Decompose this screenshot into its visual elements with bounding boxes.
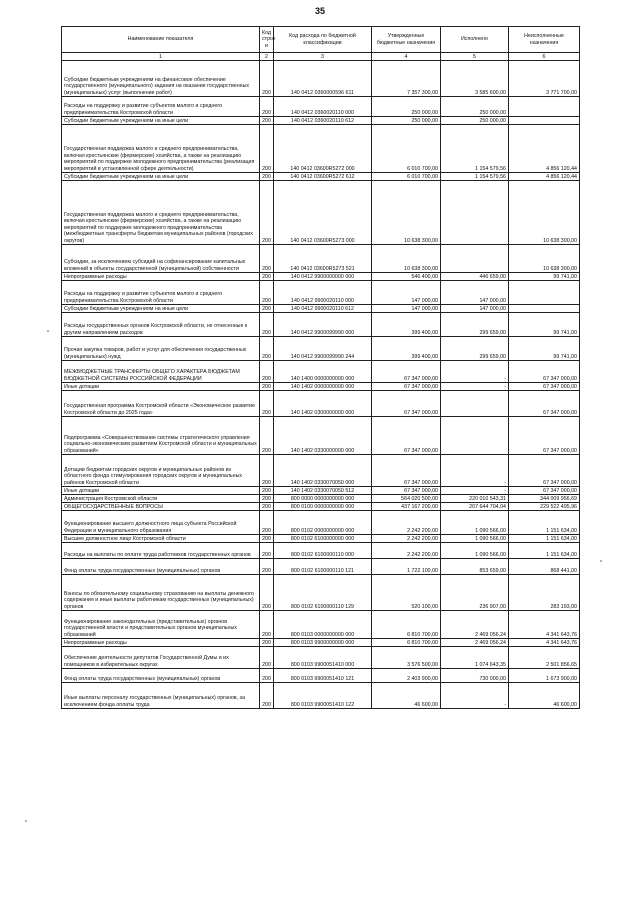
table-row [62, 647, 580, 669]
row-name: Субсидии, за исключением субсидий на софинансирование капитальных вложений в объекты государственной (муниципальной) собственности [62, 245, 260, 273]
row-name: Непрограммные расходы [62, 639, 260, 647]
column-number: 4 [372, 53, 441, 61]
row-executed: 236 907,00 [441, 575, 509, 611]
row-approved: 10 638 300,00 [372, 181, 441, 245]
row-approved: 2 242 200,00 [372, 535, 441, 543]
row-executed: 207 644 704,04 [441, 503, 509, 511]
row-executed: 299 659,00 [441, 313, 509, 337]
column-number-row [62, 53, 580, 61]
row-executed: - [441, 683, 509, 709]
row-approved: 250 000,00 [372, 117, 441, 125]
row-name: Иные дотации [62, 383, 260, 391]
row-expense-code: 140 0412 03600R5272 612 [274, 173, 372, 181]
scan-speck [25, 820, 27, 822]
row-executed [441, 417, 509, 455]
row-executed: 147 000,00 [441, 281, 509, 305]
table-row [62, 181, 580, 245]
row-executed: 1 090 566,00 [441, 535, 509, 543]
row-approved: 7 357 300,00 [372, 61, 441, 97]
row-name: Непрограммные расходы [62, 273, 260, 281]
column-number: 3 [274, 53, 372, 61]
row-name: Государственная поддержка малого и среднего предпринимательства, включая крестьянские (фермерские) хозяйства, а также на реализацию мероприятий по поддержке молодежного предпринимательства (реализация мероприятий в установленной сфере деятельности) [62, 125, 260, 173]
table-row [62, 575, 580, 611]
table-body [62, 61, 580, 709]
row-unexecuted: 344 009 956,69 [509, 495, 580, 503]
table-header-row [62, 27, 580, 53]
table-row [62, 125, 580, 173]
row-unexecuted: 67 347 000,00 [509, 383, 580, 391]
row-line-code: 200 [260, 173, 274, 181]
row-line-code: 200 [260, 535, 274, 543]
row-expense-code: 140 1402 0300000000 000 [274, 391, 372, 417]
row-unexecuted: 67 347 000,00 [509, 361, 580, 383]
table-row [62, 337, 580, 361]
header-unexecuted: Неисполненные назначения [509, 27, 580, 53]
row-name: Подпрограмма «Совершенствование системы стратегического управления социально-экономическим развитием Костромской области и муниципальных образований» [62, 417, 260, 455]
row-name: Субсидии бюджетным учреждениям на иные цели [62, 117, 260, 125]
row-unexecuted [509, 97, 580, 117]
budget-execution-table [61, 26, 580, 709]
row-name: ОБЩЕГОСУДАРСТВЕННЫЕ ВОПРОСЫ [62, 503, 260, 511]
row-approved: 520 100,00 [372, 575, 441, 611]
row-line-code: 200 [260, 125, 274, 173]
row-line-code: 200 [260, 575, 274, 611]
row-line-code: 200 [260, 455, 274, 487]
row-expense-code: 140 0412 0360020110 000 [274, 97, 372, 117]
table-row [62, 559, 580, 575]
row-line-code: 200 [260, 669, 274, 683]
table-row [62, 669, 580, 683]
column-number: 2 [260, 53, 274, 61]
table-row [62, 487, 580, 495]
table-row [62, 503, 580, 511]
row-unexecuted: 4 856 120,44 [509, 173, 580, 181]
row-line-code: 200 [260, 337, 274, 361]
row-name: Государственная поддержка малого и среднего предпринимательства, включая крестьянские (фермерские) хозяйства, а также на реализацию мероприятий по поддержке молодежного предпринимательства (межбюджетные трансферты бюджетам муниципальных районов (городских округов) [62, 181, 260, 245]
row-executed: 147 000,00 [441, 305, 509, 313]
table-row [62, 391, 580, 417]
row-unexecuted [509, 281, 580, 305]
row-expense-code: 140 1402 0330070050 512 [274, 487, 372, 495]
row-expense-code: 140 0412 0360020110 612 [274, 117, 372, 125]
row-executed: 2 469 056,24 [441, 611, 509, 639]
row-unexecuted: 67 347 000,00 [509, 487, 580, 495]
row-expense-code: 140 1402 0330070050 000 [274, 455, 372, 487]
table-row [62, 97, 580, 117]
row-name: Фонд оплаты труда государственных (муниципальных) органов [62, 559, 260, 575]
row-executed: - [441, 487, 509, 495]
row-name: Функционирование законодательных (представительных) органов государственной власти и представительных органов муниципальных образований [62, 611, 260, 639]
row-line-code: 200 [260, 245, 274, 273]
row-approved: 6 010 700,00 [372, 173, 441, 181]
row-name: Иные дотации [62, 487, 260, 495]
row-name: Функционирование высшего должностного лица субъекта Российской Федерации и муниципального образования [62, 511, 260, 535]
row-line-code: 200 [260, 639, 274, 647]
row-approved: 67 347 000,00 [372, 487, 441, 495]
page-number: 35 [314, 6, 325, 16]
row-expense-code: 140 0412 0360000596 611 [274, 61, 372, 97]
row-line-code: 200 [260, 383, 274, 391]
row-line-code: 200 [260, 559, 274, 575]
row-approved: 564 020 500,00 [372, 495, 441, 503]
column-number: 6 [509, 53, 580, 61]
row-unexecuted: 10 638 300,00 [509, 181, 580, 245]
row-approved: 67 347 000,00 [372, 361, 441, 383]
table-row [62, 117, 580, 125]
table-row [62, 361, 580, 383]
row-approved: 46 600,00 [372, 683, 441, 709]
row-expense-code: 800 0103 9900051410 122 [274, 683, 372, 709]
row-name: Администрация Костромской области [62, 495, 260, 503]
table-row [62, 455, 580, 487]
row-unexecuted: 46 600,00 [509, 683, 580, 709]
row-executed [441, 245, 509, 273]
row-name: Высшее должностное лицо Костромской области [62, 535, 260, 543]
row-expense-code: 800 0000 0000000000 000 [274, 495, 372, 503]
table-row [62, 543, 580, 559]
row-name: Расходы на поддержку и развитие субъектов малого и среднего предпринимательства Костромской области [62, 97, 260, 117]
table-row [62, 61, 580, 97]
row-name: Фонд оплаты труда государственных (муниципальных) органов [62, 669, 260, 683]
row-unexecuted [509, 305, 580, 313]
row-unexecuted: 3 771 700,00 [509, 61, 580, 97]
row-approved: 67 347 000,00 [372, 391, 441, 417]
row-line-code: 200 [260, 117, 274, 125]
row-approved: 67 347 000,00 [372, 417, 441, 455]
row-approved: 546 400,00 [372, 273, 441, 281]
row-name: Расходы государственных органов Костромской области, не отнесенные к другим направлениям расходов [62, 313, 260, 337]
row-name: Прочая закупка товаров, работ и услуг для обеспечения государственных (муниципальных) нужд [62, 337, 260, 361]
table-row [62, 683, 580, 709]
row-line-code: 200 [260, 305, 274, 313]
row-line-code: 200 [260, 61, 274, 97]
row-executed: 3 585 600,00 [441, 61, 509, 97]
row-name: МЕЖБЮДЖЕТНЫЕ ТРАНСФЕРТЫ ОБЩЕГО ХАРАКТЕРА БЮДЖЕТАМ БЮДЖЕТНОЙ СИСТЕМЫ РОССИЙСКОЙ ФЕДЕРАЦИИ [62, 361, 260, 383]
row-approved: 147 000,00 [372, 305, 441, 313]
table-row [62, 611, 580, 639]
row-executed: 1 090 566,00 [441, 511, 509, 535]
row-line-code: 200 [260, 97, 274, 117]
row-line-code: 200 [260, 181, 274, 245]
row-approved: 2 242 200,00 [372, 543, 441, 559]
row-name: Дотации бюджетам городских округов и муниципальных районов из областного фонда стимулирования городских округов и муниципальных районов Костромской области [62, 455, 260, 487]
row-unexecuted: 1 673 900,00 [509, 669, 580, 683]
table-row [62, 639, 580, 647]
row-expense-code: 140 1402 0330000000 000 [274, 417, 372, 455]
row-name: Взносы по обязательному социальному страхованию на выплаты денежного содержания и иные выплаты работникам государственных (муниципальных) органов [62, 575, 260, 611]
row-expense-code: 140 0412 9900099990 244 [274, 337, 372, 361]
row-approved: 2 242 200,00 [372, 511, 441, 535]
row-expense-code: 800 0103 9900051410 000 [274, 647, 372, 669]
row-unexecuted: 2 501 856,65 [509, 647, 580, 669]
scan-speck [47, 330, 49, 332]
row-executed [441, 391, 509, 417]
row-expense-code: 800 0102 6100000110 121 [274, 559, 372, 575]
row-expense-code: 140 0412 9900099990 000 [274, 313, 372, 337]
row-approved: 67 347 000,00 [372, 383, 441, 391]
row-unexecuted: 67 347 000,00 [509, 391, 580, 417]
table-row [62, 313, 580, 337]
scan-speck [600, 560, 602, 562]
row-executed: - [441, 455, 509, 487]
column-number: 1 [62, 53, 260, 61]
row-line-code: 200 [260, 647, 274, 669]
row-approved: 399 400,00 [372, 337, 441, 361]
row-line-code: 200 [260, 495, 274, 503]
row-line-code: 200 [260, 417, 274, 455]
row-line-code: 200 [260, 313, 274, 337]
row-executed: - [441, 383, 509, 391]
table-row [62, 511, 580, 535]
row-executed: 1 074 643,35 [441, 647, 509, 669]
row-executed: 730 000,00 [441, 669, 509, 683]
row-line-code: 200 [260, 361, 274, 383]
row-unexecuted: 67 347 000,00 [509, 455, 580, 487]
row-approved: 2 403 900,00 [372, 669, 441, 683]
header-executed: Исполнено [441, 27, 509, 53]
row-executed: 250 000,00 [441, 97, 509, 117]
table-row [62, 305, 580, 313]
row-expense-code: 800 0100 0000000000 000 [274, 503, 372, 511]
table-row [62, 417, 580, 455]
row-line-code: 200 [260, 281, 274, 305]
row-expense-code: 800 0102 6100000000 000 [274, 535, 372, 543]
row-expense-code: 140 0412 9900020110 000 [274, 281, 372, 305]
row-expense-code: 140 0412 03600R5273 000 [274, 181, 372, 245]
row-expense-code: 140 0412 03600R5273 521 [274, 245, 372, 273]
row-expense-code: 140 0412 9900000000 000 [274, 273, 372, 281]
header-line-code: Код строк и [260, 27, 274, 53]
row-unexecuted: 10 638 300,00 [509, 245, 580, 273]
row-name: Субсидии бюджетным учреждениям на иные цели [62, 173, 260, 181]
row-approved: 3 576 500,00 [372, 647, 441, 669]
table-row [62, 173, 580, 181]
row-name: Обеспечение деятельности депутатов Государственной Думы и их помощников в избирательных округах [62, 647, 260, 669]
row-unexecuted: 4 341 643,76 [509, 639, 580, 647]
row-unexecuted: 1 151 634,00 [509, 543, 580, 559]
row-line-code: 200 [260, 391, 274, 417]
row-unexecuted: 99 741,00 [509, 273, 580, 281]
row-unexecuted [509, 117, 580, 125]
row-approved: 250 000,00 [372, 97, 441, 117]
row-name: Расходы на поддержку и развитие субъектов малого и среднего предпринимательства Костромской области [62, 281, 260, 305]
row-unexecuted: 868 441,00 [509, 559, 580, 575]
row-unexecuted: 283 193,00 [509, 575, 580, 611]
row-name: Субсидии бюджетным учреждениям на финансовое обеспечение государственного (муниципального) задания на оказание государственных (муниципальных) услуг (выполнение работ) [62, 61, 260, 97]
row-line-code: 200 [260, 683, 274, 709]
row-expense-code: 800 0102 6100000110 129 [274, 575, 372, 611]
row-name: Расходы на выплаты по оплате труда работников государственных органов [62, 543, 260, 559]
row-approved: 6 810 700,00 [372, 639, 441, 647]
header-approved: Утвержденные бюджетные назначения [372, 27, 441, 53]
table-row [62, 281, 580, 305]
row-unexecuted: 1 151 634,00 [509, 535, 580, 543]
row-expense-code: 140 1402 0000000000 000 [274, 383, 372, 391]
row-executed: 299 659,00 [441, 337, 509, 361]
row-executed: 2 469 056,24 [441, 639, 509, 647]
row-unexecuted: 4 856 120,44 [509, 125, 580, 173]
row-name: Государственная программа Костромской области «Экономическое развитие Костромской области до 2025 года» [62, 391, 260, 417]
row-unexecuted: 99 741,00 [509, 337, 580, 361]
row-expense-code: 800 0103 0000000000 000 [274, 611, 372, 639]
row-line-code: 200 [260, 511, 274, 535]
header-expense-code: Код расхода по бюджетной классификации [274, 27, 372, 53]
row-approved: 10 638 300,00 [372, 245, 441, 273]
row-approved: 67 347 000,00 [372, 455, 441, 487]
row-executed: 853 659,00 [441, 559, 509, 575]
row-executed: 220 010 543,31 [441, 495, 509, 503]
table-row [62, 383, 580, 391]
row-approved: 399 400,00 [372, 313, 441, 337]
row-expense-code: 800 0102 0000000000 000 [274, 511, 372, 535]
row-approved: 1 722 100,00 [372, 559, 441, 575]
header-name: Наименование показателя [62, 27, 260, 53]
row-unexecuted: 4 341 643,76 [509, 611, 580, 639]
row-unexecuted: 1 151 634,00 [509, 511, 580, 535]
row-line-code: 200 [260, 543, 274, 559]
row-unexecuted: 229 522 495,96 [509, 503, 580, 511]
row-approved: 437 167 200,00 [372, 503, 441, 511]
row-executed: 1 154 579,56 [441, 125, 509, 173]
row-approved: 6 810 700,00 [372, 611, 441, 639]
row-unexecuted: 67 347 000,00 [509, 417, 580, 455]
row-expense-code: 140 1400 0000000000 000 [274, 361, 372, 383]
row-expense-code: 800 0103 9900000000 000 [274, 639, 372, 647]
row-unexecuted: 99 741,00 [509, 313, 580, 337]
table-row [62, 273, 580, 281]
row-executed: 250 000,00 [441, 117, 509, 125]
row-expense-code: 800 0103 9900051410 121 [274, 669, 372, 683]
table-row [62, 245, 580, 273]
row-expense-code: 800 0102 6100000110 000 [274, 543, 372, 559]
row-executed [441, 181, 509, 245]
row-executed: 1 154 579,56 [441, 173, 509, 181]
row-line-code: 200 [260, 273, 274, 281]
row-name: Субсидии бюджетным учреждениям на иные цели [62, 305, 260, 313]
column-number: 5 [441, 53, 509, 61]
row-approved: 6 010 700,00 [372, 125, 441, 173]
row-name: Иные выплаты персоналу государственных (муниципальных) органов, за исключением фонда оплаты труда [62, 683, 260, 709]
table-row [62, 535, 580, 543]
row-line-code: 200 [260, 487, 274, 495]
table-row [62, 495, 580, 503]
row-expense-code: 140 0412 9900020110 612 [274, 305, 372, 313]
row-executed: - [441, 361, 509, 383]
row-expense-code: 140 0412 03600R5272 000 [274, 125, 372, 173]
row-approved: 147 000,00 [372, 281, 441, 305]
row-executed: 446 659,00 [441, 273, 509, 281]
row-line-code: 200 [260, 611, 274, 639]
row-line-code: 200 [260, 503, 274, 511]
row-executed: 1 090 566,00 [441, 543, 509, 559]
